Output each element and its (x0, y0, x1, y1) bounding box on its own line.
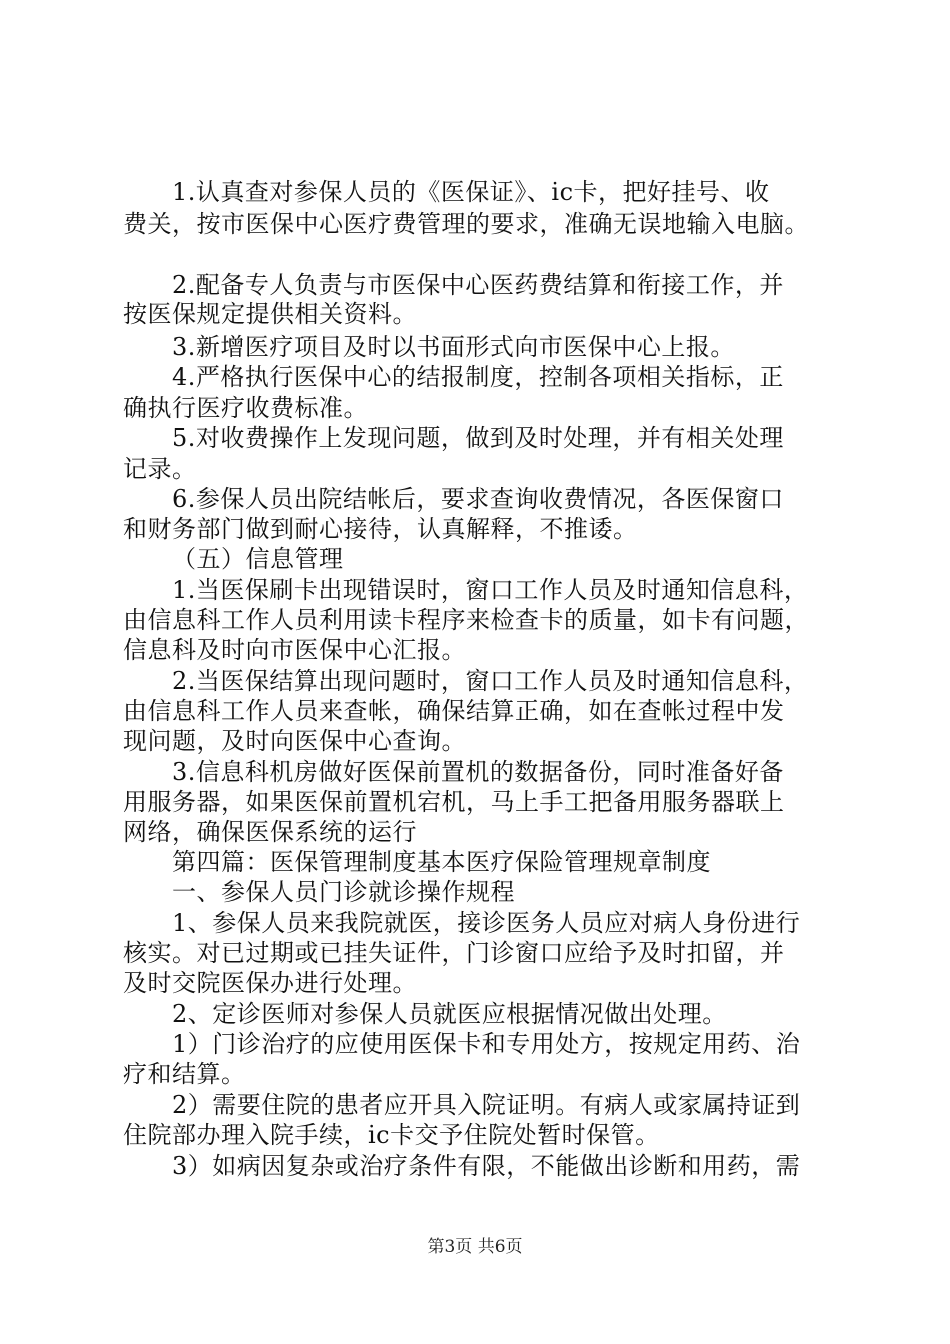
paragraph-line: 按医保规定提供相关资料。 (123, 300, 417, 328)
page-number-footer: 第3页 共6页 (427, 1237, 523, 1257)
paragraph-line: 2）需要住院的患者应开具入院证明。有病人或家属持证到 (172, 1091, 801, 1119)
paragraph-line: 由信息科工作人员来查帐，确保结算正确，如在查帐过程中发 (123, 697, 785, 725)
paragraph-line: 信息科及时向市医保中心汇报。 (123, 636, 466, 664)
paragraph-line: 5.对收费操作上发现问题，做到及时处理，并有相关处理 (172, 424, 784, 452)
section-heading: 一、参保人员门诊就诊操作规程 (172, 878, 515, 906)
paragraph-line: 3.信息科机房做好医保前置机的数据备份，同时准备好备 (172, 758, 784, 786)
paragraph-line: 4.严格执行医保中心的结报制度，控制各项相关指标，正 (172, 363, 784, 391)
chapter-heading: 第四篇：医保管理制度基本医疗保险管理规章制度 (172, 848, 711, 876)
paragraph-line: 及时交院医保办进行处理。 (123, 969, 417, 997)
paragraph-line: 2.配备专人负责与市医保中心医药费结算和衔接工作，并 (172, 271, 784, 299)
paragraph-line: 网络，确保医保系统的运行 (123, 818, 417, 846)
section-heading: （五）信息管理 (172, 545, 344, 573)
paragraph-line: 1、参保人员来我院就医，接诊医务人员应对病人身份进行 (172, 909, 801, 937)
paragraph-line: 3.新增医疗项目及时以书面形式向市医保中心上报。 (172, 333, 735, 361)
paragraph-line: 现问题，及时向医保中心查询。 (123, 727, 466, 755)
paragraph-line: 3）如病因复杂或治疗条件有限，不能做出诊断和用药，需 (172, 1152, 801, 1180)
paragraph-line: 确执行医疗收费标准。 (123, 394, 368, 422)
paragraph-line: 住院部办理入院手续，ic卡交予住院处暂时保管。 (123, 1121, 660, 1149)
paragraph-line: 1.当医保刷卡出现错误时，窗口工作人员及时通知信息科， (172, 576, 809, 604)
paragraph-line: 和财务部门做到耐心接待，认真解释，不推诿。 (123, 515, 638, 543)
paragraph-line: 2.当医保结算出现问题时，窗口工作人员及时通知信息科， (172, 667, 809, 695)
paragraph-line: 疗和结算。 (123, 1060, 246, 1088)
paragraph-line: 由信息科工作人员利用读卡程序来检查卡的质量，如卡有问题， (123, 606, 809, 634)
paragraph-line: 费关，按市医保中心医疗费管理的要求，准确无误地输入电脑。 (123, 210, 809, 238)
paragraph-line: 记录。 (123, 455, 197, 483)
paragraph-line: 核实。对已过期或已挂失证件，门诊窗口应给予及时扣留，并 (123, 939, 785, 967)
paragraph-line: 2、定诊医师对参保人员就医应根据情况做出处理。 (172, 1000, 727, 1028)
paragraph-line: 6.参保人员出院结帐后，要求查询收费情况，各医保窗口 (172, 485, 784, 513)
paragraph-line: 1.认真查对参保人员的《医保证》、ic卡，把好挂号、收 (172, 178, 770, 206)
paragraph-line: 用服务器，如果医保前置机宕机，马上手工把备用服务器联上 (123, 788, 785, 816)
paragraph-line: 1）门诊治疗的应使用医保卡和专用处方，按规定用药、治 (172, 1030, 801, 1058)
